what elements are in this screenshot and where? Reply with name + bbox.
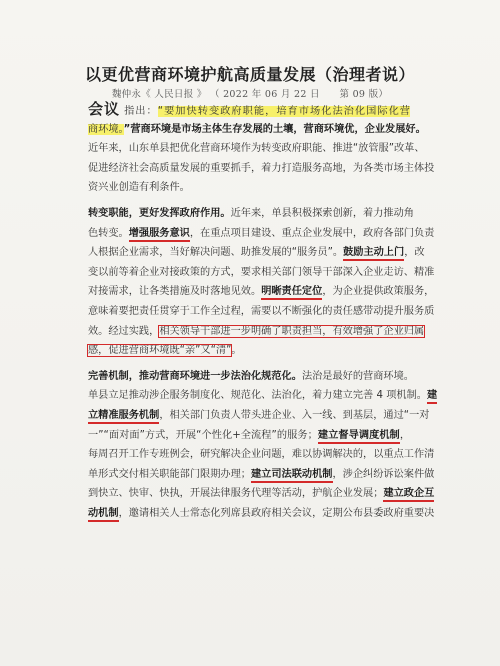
paragraph-2-line-7: 效。经过实践，相关领导干部进一步明确了职责担当，有效增强了企业归属: [88, 325, 425, 337]
underlined-keyphrase: 建立督导调度机制: [318, 430, 400, 444]
paragraph-3-line-8: 动机制，邀请相关人士常态化列席县政府相关会议，定期公布县委政府重要决: [88, 504, 410, 524]
paragraph-2-line-6: 意味着要把责任贯穿于工作全过程，需要以不断强化的责任感带动提升服务质: [88, 305, 435, 317]
underlined-keyphrase: 明晰责任定位: [261, 286, 322, 300]
paragraph-3-line-3: 立精准服务机制，相关部门负责人带头进企业、入一线、到基层，通过“一对: [88, 406, 410, 426]
lead-word: 会议: [88, 100, 121, 118]
paragraph-3-line-6: 单形式交付相关职能部门限期办理；建立司法联动机制，涉企纠纷诉讼案件做: [88, 465, 410, 485]
paragraph-1-line-3: 近年来，山东单县把优化营商环境作为转变政府职能、推进“放管服”改革、: [88, 143, 425, 155]
underlined-keyphrase: 建立司法联动机制: [251, 469, 333, 483]
underlined-keyphrase: 动机制: [88, 508, 119, 522]
paragraph-2-line-1: 转变职能，更好发挥政府作用。近年来，单县积极探索创新，着力推动角: [88, 207, 414, 219]
article-body: [88, 100, 438, 523]
paragraph-3-line-1: 完善机制，推动营商环境进一步法治化规范化。法治是最好的营商环境。: [88, 370, 414, 382]
paragraph-3-line-7: 到快立、快审、快执，开展法律服务代理等活动，护航企业发展；建立政企互: [88, 484, 410, 504]
underlined-keyphrase: 增强服务意识: [129, 228, 190, 242]
underlined-keyphrase: 鼓励主动上门: [343, 247, 404, 261]
article-byline: 魏仲永《 人民日报 》 （ 2022 年 06 月 22 日 第 09 版）: [111, 89, 389, 100]
paragraph-1-line-2: 商环境。”营商环境是市场主体生存发展的土壤，营商环境优，企业发展好。: [88, 123, 426, 135]
paragraph-2-line-3: 人根据企业需求，当好解决问题、助推发展的“服务员”。鼓励主动上门，改: [88, 243, 410, 263]
highlight: “要加快转变政府职能，培育市场化法治化国际化营: [157, 106, 410, 117]
boxed-sentence: 感，促进营商环境既“亲”又“清”: [88, 345, 232, 357]
underlined-keyphrase: 建立政企互: [383, 488, 434, 502]
paragraph-2-line-5: 对接需求，让各类措施及时落地见效。明晰责任定位，为企业提供政策服务，: [88, 282, 410, 302]
paragraph-3-line-4: 一”“面对面”方式，开展“个性化+全流程”的服务；建立督导调度机制，: [88, 426, 410, 446]
paragraph-1-line-5: 资兴业创造有利条件。: [88, 182, 190, 194]
underlined-keyphrase: 建: [427, 390, 437, 404]
underlined-keyphrase: 立精准服务机制: [88, 410, 159, 424]
paragraph-2-line-2: 色转变。增强服务意识，在重点项目建设、重点企业发展中，政府各部门负责: [88, 224, 410, 244]
highlight: 商环境。: [88, 123, 124, 135]
section-heading: 完善机制，推动营商环境进一步法治化规范化。: [88, 370, 302, 382]
paragraph-2-line-8: 感，促进营商环境既“亲”又“清”。: [88, 345, 242, 357]
section-heading: 转变职能，更好发挥政府作用。: [88, 207, 231, 219]
paragraph-1-line-4: 促进经济社会高质量发展的重要抓手，着力打造服务高地，为各类市场主体投: [88, 162, 435, 174]
boxed-sentence: 相关领导干部进一步明确了职责担当，有效增强了企业归属: [159, 325, 425, 337]
paragraph-1-line-1: 会议 指出：“要加快转变政府职能，培育市场化法治化国际化营: [88, 100, 410, 118]
paragraph-2-line-4: 变以前等着企业对接政策的方式，要求相关部门领导干部深入企业走访、精准: [88, 266, 435, 278]
article-title: 以更优营商环境护航高质量发展（治理者说）: [84, 65, 415, 84]
paragraph-3-line-2: 单县立足推动涉企服务制度化、规范化、法治化，着力建立完善 4 项机制。建: [88, 386, 410, 406]
paragraph-3-line-5: 每周召开工作专班例会，研究解决企业问题，难以协调解决的，以重点工作清: [88, 449, 435, 461]
